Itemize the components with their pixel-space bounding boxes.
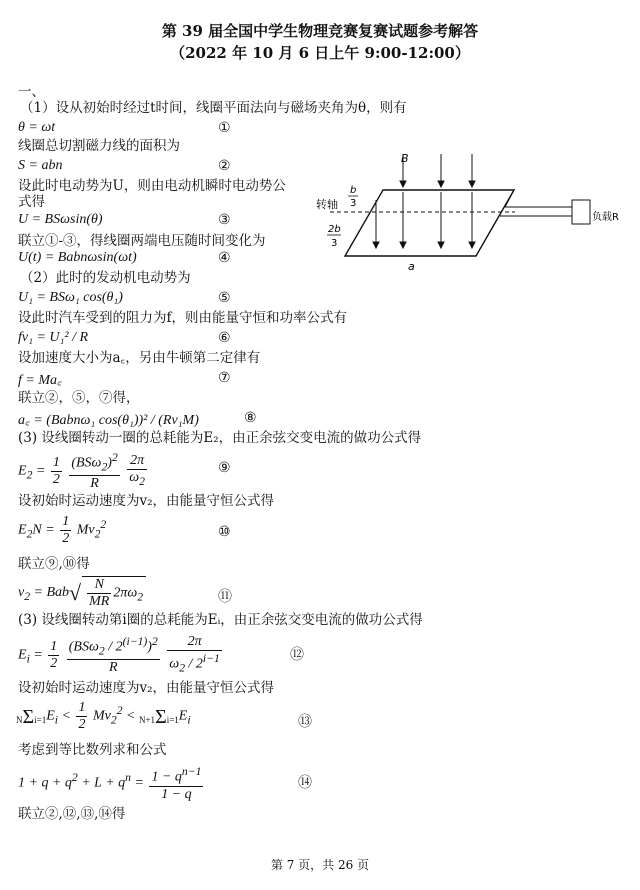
label-b3-num: b — [350, 185, 357, 196]
eq5: U₁ = BSω₁ cos(θ₁) — [18, 290, 123, 305]
part3-text10: 设初始时运动速度为v₂，由能量守恒公式得 — [18, 493, 275, 509]
part1-text3a: 设此时电动势为U，则由电动机瞬时电动势公 — [18, 178, 286, 194]
eq9-number: ⑨ — [218, 460, 231, 476]
part1-text2: 线圈总切割磁力线的面积为 — [18, 138, 180, 154]
eq9: $E_2$ = $\frac{1}{2}$ $\frac{(BS\omega_2)^2}{R}$ $\frac{2\pi}{\omega_2}$ — [18, 451, 145, 492]
eq6-number: ⑥ — [218, 330, 231, 346]
eq6: fv₁ = U₁² / R — [18, 330, 89, 345]
eq4: U(t) = Babnωsin(ωt) — [18, 250, 137, 265]
label-load: 负载R — [592, 212, 619, 223]
part3b-text15: 联立②,⑫,⑬,⑭得 — [18, 806, 126, 822]
eq13: $N\Sigma i=1E_i$ < $\frac{1}{2}$ $Mv_2^2 < N+1\Sigma i=1E_i$ — [16, 700, 191, 732]
part2-intro: （2）此时的发动机电动势为 — [20, 270, 191, 286]
page-subtitle: （2022 年 10 月 6 日上午 9:00-12:00） — [170, 44, 470, 62]
eq10: $E_2N$ = $\frac{1}{2}$ $Mv_2^2$ — [18, 514, 107, 546]
eq8: a꜀ = (Babnω₁ cos(θ₁))² / (Rv₁M) — [18, 413, 199, 428]
load-box — [572, 200, 590, 224]
eq2: S = abn — [18, 158, 63, 173]
coil-figure — [300, 140, 630, 280]
eq5-number: ⑤ — [218, 290, 231, 306]
eq8-number: ⑧ — [244, 410, 257, 426]
eq10-number: ⑩ — [218, 524, 231, 540]
field-arrows-through — [373, 192, 475, 248]
eq12-number: ⑫ — [290, 647, 304, 663]
page-title: 第 39 届全国中学生物理竞赛复赛试题参考解答 — [161, 22, 479, 40]
part2-text7: 设加速度大小为a꜀，另由牛顿第二定律有 — [18, 350, 261, 366]
field-arrows-top — [400, 154, 475, 187]
section-label: 一、 — [18, 84, 45, 100]
eq3: U = BSωsin(θ) — [18, 212, 103, 227]
eq11-number: ⑪ — [218, 589, 232, 605]
eq1: θ = ωt — [18, 120, 56, 135]
part2-text8: 联立②，⑤，⑦得， — [18, 390, 140, 406]
page-footer: 第 7 页，共 26 页 — [270, 858, 370, 872]
part3b-intro: (3) 设线圈转动第i圈的总耗能为Eᵢ，由正余弦交变电流的做功公式得 — [18, 612, 423, 628]
eq1-number: ① — [218, 120, 231, 136]
label-b3-den: 3 — [350, 198, 357, 209]
eq7: f = Ma꜀ — [18, 373, 62, 388]
part3-intro: (3) 设线圈转动一圈的总耗能为E₂，由正余弦交变电流的做功公式得 — [18, 430, 422, 446]
part1-text4: 联立①-③，得线圈两端电压随时间变化为 — [18, 233, 266, 249]
part3b-text13: 设初始时运动速度为v₂，由能量守恒公式得 — [18, 680, 275, 696]
eq7-number: ⑦ — [218, 370, 231, 386]
coil-parallelogram — [345, 190, 514, 256]
part3-text11: 联立⑨,⑩得 — [18, 556, 90, 572]
part3b-text14: 考虑到等比数列求和公式 — [18, 742, 167, 758]
label-B: B — [401, 152, 409, 165]
label-2b3-num: 2b — [328, 224, 341, 235]
eq12: $E_i$ = $\frac{1}{2}$ $\frac{(BS\omega_2 / 2^{(i-1)})^2}{R}$ $\frac{2\pi}{\omega_2 / 2^{i-1}}$ — [18, 634, 220, 676]
part1-intro: （1）设从初始时经过t时间，线圈平面法向与磁场夹角为θ，则有 — [20, 100, 407, 116]
label-a: a — [408, 260, 415, 273]
eq2-number: ② — [218, 158, 231, 174]
eq14: $1 + q + q^2 + L + q^n$ = $\frac{1 - q^{n-1}}{1 - q}$ — [18, 765, 202, 802]
label-axis: 转轴 — [316, 198, 338, 211]
label-2b3-den: 3 — [331, 238, 338, 249]
part1-text3b: 式得 — [18, 194, 45, 210]
eq11: $v_2 = Bab√$ $\frac{N}{MR}$ $2\pi\omega_2$ — [18, 576, 146, 610]
eq3-number: ③ — [218, 212, 231, 228]
eq4-number: ④ — [218, 250, 231, 266]
part2-text6: 设此时汽车受到的阻力为f，则由能量守恒和功率公式有 — [18, 310, 347, 326]
eq14-number: ⑭ — [298, 775, 312, 791]
eq13-number: ⑬ — [298, 714, 312, 730]
